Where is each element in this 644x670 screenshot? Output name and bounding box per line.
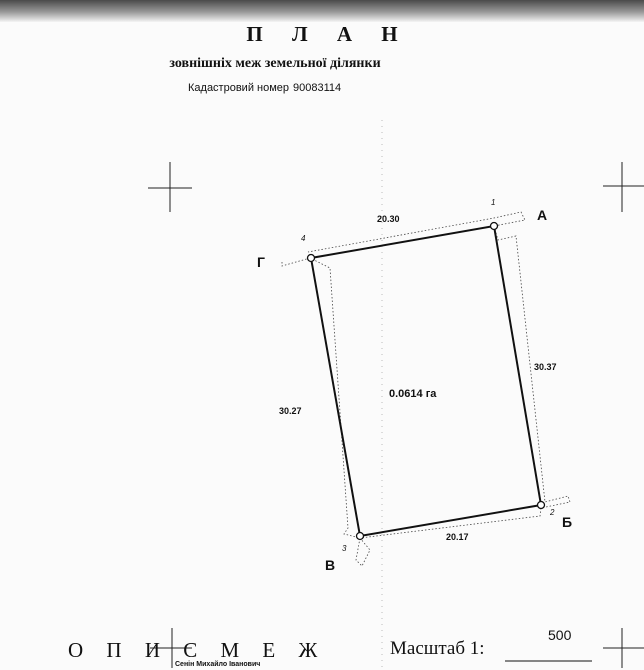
corner-number-2: 2 bbox=[550, 508, 555, 517]
corner-letter-b: Б bbox=[562, 514, 573, 530]
registration-cross-right bbox=[603, 162, 644, 212]
corner-marker-b bbox=[538, 502, 545, 509]
corner-letter-g: Г bbox=[257, 254, 265, 270]
document-title: П Л А Н bbox=[246, 22, 410, 46]
adjacent-boundary-top bbox=[282, 212, 525, 266]
scale-label: Масштаб 1: bbox=[390, 638, 485, 659]
corner-letter-a: А bbox=[537, 207, 548, 223]
corner-marker-v bbox=[357, 533, 364, 540]
corner-number-3: 3 bbox=[342, 544, 347, 553]
corner-number-1: 1 bbox=[491, 198, 496, 207]
scale-value: 500 bbox=[548, 627, 572, 643]
corner-letter-v: В bbox=[325, 557, 336, 573]
adjacent-boundary-right bbox=[494, 226, 570, 508]
registration-cross-bottom-right bbox=[603, 628, 644, 668]
cadastral-label: Кадастровий номер bbox=[188, 82, 290, 94]
parcel-area: 0.0614 га bbox=[389, 388, 437, 400]
side-length-bottom: 20.17 bbox=[446, 532, 469, 542]
boundary-description-heading: О П И С М Е Ж bbox=[68, 638, 327, 662]
side-length-left: 30.27 bbox=[279, 406, 302, 416]
corner-marker-a bbox=[491, 223, 498, 230]
registration-cross-left bbox=[148, 162, 192, 212]
cadastral-number: 90083114 bbox=[293, 82, 342, 94]
signer-name: Сенін Михайло Іванович bbox=[175, 661, 261, 668]
side-length-right: 30.37 bbox=[534, 362, 557, 372]
document-subtitle: зовнішніх меж земельної ділянки bbox=[169, 56, 381, 71]
corner-marker-g bbox=[308, 255, 315, 262]
side-length-top: 20.30 bbox=[377, 214, 400, 224]
corner-number-4: 4 bbox=[301, 234, 306, 243]
